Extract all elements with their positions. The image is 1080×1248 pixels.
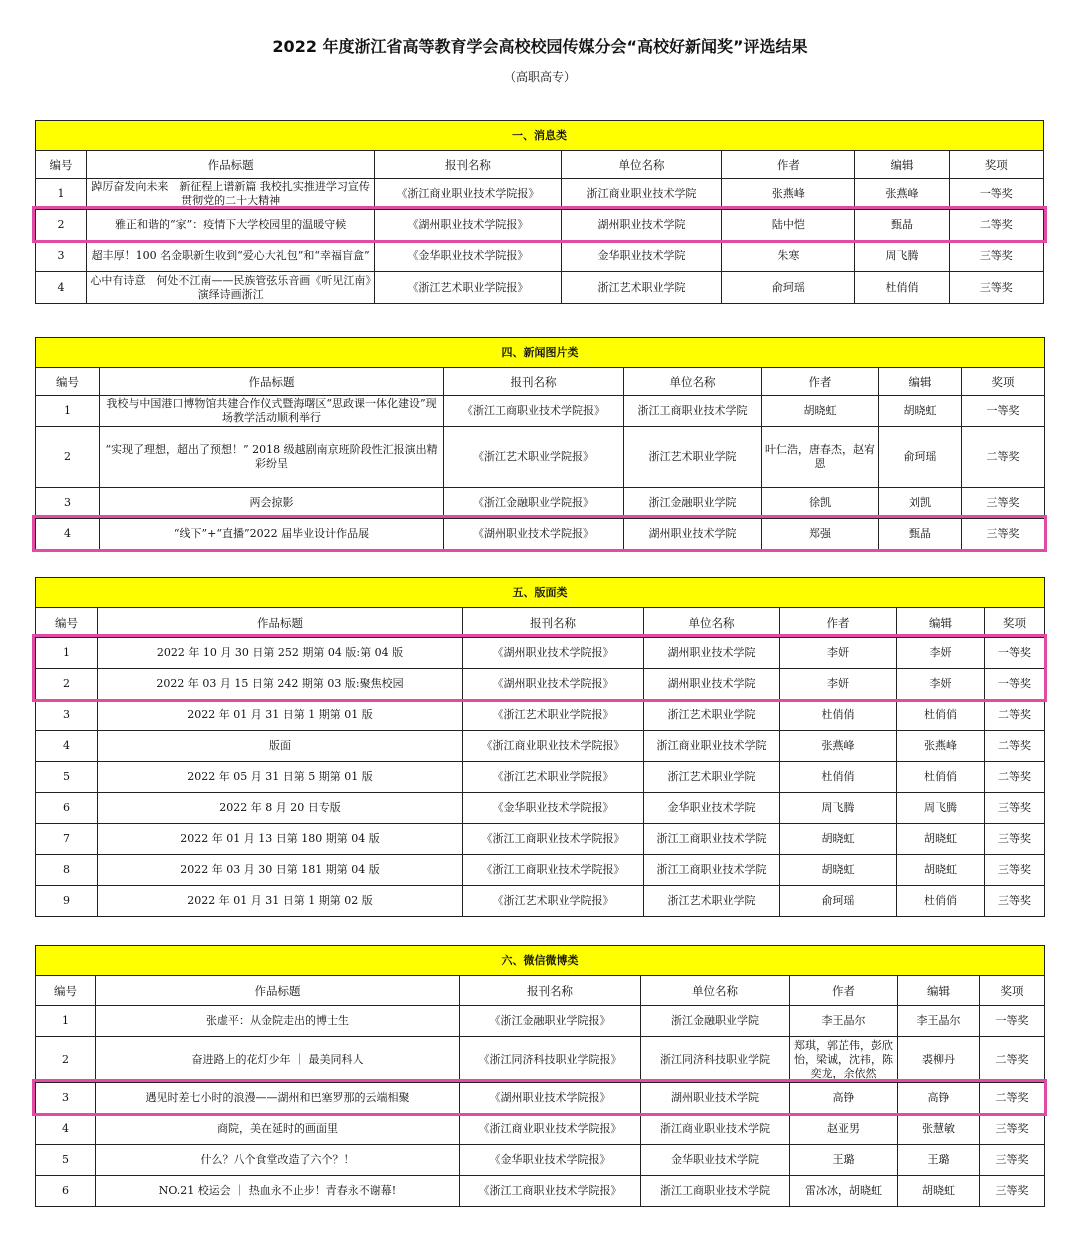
table-row xyxy=(36,731,1045,762)
cell-author: 高铮 xyxy=(790,1083,898,1114)
cell-publication: 《浙江商业职业技术学院报》 xyxy=(375,179,561,210)
cell-author: 胡晓虹 xyxy=(762,396,879,427)
column-header: 作品标题 xyxy=(96,976,460,1006)
column-header: 报刊名称 xyxy=(463,608,644,638)
cell-unit: 湖州职业技术学院 xyxy=(644,669,780,700)
cell-unit: 浙江金融职业学院 xyxy=(641,1006,790,1037)
cell-editor: 甄晶 xyxy=(855,210,949,241)
cell-editor: 李妍 xyxy=(897,638,985,669)
cell-author: 杜俏俏 xyxy=(780,762,897,793)
section-table xyxy=(35,337,1044,550)
cell-editor: 杜俏俏 xyxy=(855,272,949,304)
cell-publication: 《浙江艺术职业学院报》 xyxy=(375,272,561,304)
cell-editor: 李王晶尔 xyxy=(898,1006,980,1037)
cell-award: 三等奖 xyxy=(962,488,1045,519)
cell-publication: 《浙江工商职业技术学院报》 xyxy=(463,824,644,855)
column-header: 编号 xyxy=(36,151,87,179)
cell-award: 三等奖 xyxy=(962,519,1045,550)
cell-award: 二等奖 xyxy=(985,762,1045,793)
column-header: 编辑 xyxy=(879,368,962,396)
cell-title: 遇见时差七小时的浪漫——湖州和巴塞罗那的云端相聚 xyxy=(96,1083,460,1114)
cell-author: 陆中恺 xyxy=(722,210,855,241)
cell-editor: 俞珂瑶 xyxy=(879,427,962,488)
cell-number: 4 xyxy=(36,272,87,304)
cell-unit: 湖州职业技术学院 xyxy=(561,210,722,241)
cell-author: 周飞腾 xyxy=(780,793,897,824)
cell-editor: 杜俏俏 xyxy=(897,700,985,731)
cell-number: 1 xyxy=(36,1006,96,1037)
column-header: 编辑 xyxy=(855,151,949,179)
cell-number: 6 xyxy=(36,1176,96,1207)
cell-editor: 裘柳丹 xyxy=(898,1037,980,1083)
cell-number: 4 xyxy=(36,519,100,550)
cell-unit: 浙江工商职业技术学院 xyxy=(644,824,780,855)
column-header: 报刊名称 xyxy=(460,976,641,1006)
cell-publication: 《湖州职业技术学院报》 xyxy=(444,519,624,550)
column-header: 奖项 xyxy=(980,976,1045,1006)
cell-publication: 《浙江艺术职业学院报》 xyxy=(444,427,624,488)
cell-editor: 张慧敏 xyxy=(898,1114,980,1145)
cell-unit: 浙江工商职业技术学院 xyxy=(644,855,780,886)
cell-title: 版面 xyxy=(98,731,463,762)
cell-number: 9 xyxy=(36,886,98,917)
cell-publication: 《浙江工商职业技术学院报》 xyxy=(463,855,644,886)
column-header: 编号 xyxy=(36,976,96,1006)
cell-unit: 浙江商业职业技术学院 xyxy=(641,1114,790,1145)
table-row xyxy=(36,1037,1045,1083)
cell-unit: 湖州职业技术学院 xyxy=(624,519,762,550)
column-header: 作品标题 xyxy=(98,608,463,638)
column-header: 编号 xyxy=(36,608,98,638)
cell-number: 2 xyxy=(36,669,98,700)
cell-author: 叶仁浩，唐春杰，赵宥恩 xyxy=(762,427,879,488)
cell-award: 一等奖 xyxy=(949,179,1043,210)
cell-unit: 浙江工商职业技术学院 xyxy=(641,1176,790,1207)
cell-unit: 浙江商业职业技术学院 xyxy=(644,731,780,762)
cell-author: 徐凯 xyxy=(762,488,879,519)
cell-title: 2022 年 10 月 30 日第 252 期第 04 版:第 04 版 xyxy=(98,638,463,669)
cell-title: 2022 年 03 月 15 日第 242 期第 03 版:聚焦校园 xyxy=(98,669,463,700)
cell-award: 三等奖 xyxy=(985,886,1045,917)
cell-publication: 《浙江商业职业技术学院报》 xyxy=(463,731,644,762)
cell-title: 心中有诗意 何处不江南——民族管弦乐音画《听见江南》演绎诗画浙江 xyxy=(87,272,375,304)
award-table xyxy=(35,337,1045,550)
table-row xyxy=(36,1176,1045,1207)
cell-number: 5 xyxy=(36,762,98,793)
cell-author: 李王晶尔 xyxy=(790,1006,898,1037)
cell-award: 三等奖 xyxy=(985,855,1045,886)
cell-editor: 杜俏俏 xyxy=(897,886,985,917)
cell-unit: 金华职业技术学院 xyxy=(641,1145,790,1176)
table-row xyxy=(36,488,1045,519)
cell-unit: 湖州职业技术学院 xyxy=(641,1083,790,1114)
table-row xyxy=(36,886,1045,917)
cell-award: 一等奖 xyxy=(962,396,1045,427)
cell-award: 一等奖 xyxy=(985,638,1045,669)
cell-award: 三等奖 xyxy=(980,1114,1045,1145)
cell-publication: 《金华职业技术学院报》 xyxy=(375,241,561,272)
column-header: 报刊名称 xyxy=(375,151,561,179)
cell-number: 1 xyxy=(36,396,100,427)
cell-number: 3 xyxy=(36,700,98,731)
cell-title: 2022 年 8 月 20 日专版 xyxy=(98,793,463,824)
cell-title: 2022 年 01 月 13 日第 180 期第 04 版 xyxy=(98,824,463,855)
column-header: 单位名称 xyxy=(624,368,762,396)
cell-title: 2022 年 05 月 31 日第 5 期第 01 版 xyxy=(98,762,463,793)
cell-publication: 《浙江工商职业技术学院报》 xyxy=(444,396,624,427)
cell-author: 郑强 xyxy=(762,519,879,550)
cell-editor: 张燕峰 xyxy=(897,731,985,762)
cell-publication: 《浙江商业职业技术学院报》 xyxy=(460,1114,641,1145)
cell-title: 雅正和谐的“家”：疫情下大学校园里的温暖守候 xyxy=(87,210,375,241)
document-title: 2022 年度浙江省高等教育学会高校校园传媒分会“高校好新闻奖”评选结果 xyxy=(272,37,808,56)
cell-editor: 胡晓虹 xyxy=(897,824,985,855)
column-header: 作者 xyxy=(722,151,855,179)
cell-title: 我校与中国港口博物馆共建合作仪式暨海曙区“思政课一体化建设”现场教学活动顺利举行 xyxy=(100,396,444,427)
cell-editor: 胡晓虹 xyxy=(898,1176,980,1207)
table-row xyxy=(36,1114,1045,1145)
column-header: 单位名称 xyxy=(561,151,722,179)
cell-author: 张燕峰 xyxy=(722,179,855,210)
cell-title: NO.21 校运会 ｜ 热血永不止步！青春永不谢幕! xyxy=(96,1176,460,1207)
section-table xyxy=(35,577,1044,917)
cell-unit: 金华职业技术学院 xyxy=(561,241,722,272)
cell-author: 胡晓虹 xyxy=(780,824,897,855)
cell-title: 踔厉奋发向未来 新征程上谱新篇 我校扎实推进学习宣传贯彻党的二十大精神 xyxy=(87,179,375,210)
cell-publication: 《湖州职业技术学院报》 xyxy=(375,210,561,241)
cell-unit: 浙江艺术职业学院 xyxy=(644,700,780,731)
section-table xyxy=(35,120,1044,304)
cell-author: 王璐 xyxy=(790,1145,898,1176)
cell-author: 胡晓虹 xyxy=(780,855,897,886)
cell-number: 5 xyxy=(36,1145,96,1176)
cell-title: 张虚平：从金院走出的博士生 xyxy=(96,1006,460,1037)
column-header: 作者 xyxy=(762,368,879,396)
category-header: 一、消息类 xyxy=(36,121,1044,151)
category-header: 五、版面类 xyxy=(36,578,1045,608)
column-header: 奖项 xyxy=(962,368,1045,396)
cell-editor: 胡晓虹 xyxy=(879,396,962,427)
table-row xyxy=(36,396,1045,427)
column-header: 作者 xyxy=(780,608,897,638)
column-header: 编辑 xyxy=(897,608,985,638)
cell-editor: 王璐 xyxy=(898,1145,980,1176)
document-subtitle: （高职高专） xyxy=(503,70,576,84)
cell-publication: 《浙江艺术职业学院报》 xyxy=(463,700,644,731)
cell-title: “实现了理想，超出了预想！” 2018 级越剧南京班阶段性汇报演出精彩纷呈 xyxy=(100,427,444,488)
cell-number: 2 xyxy=(36,210,87,241)
cell-editor: 张燕峰 xyxy=(855,179,949,210)
cell-publication: 《浙江金融职业学院报》 xyxy=(460,1006,641,1037)
table-row xyxy=(36,1145,1045,1176)
cell-award: 一等奖 xyxy=(980,1006,1045,1037)
table-row xyxy=(36,638,1045,669)
table-row xyxy=(36,700,1045,731)
cell-author: 杜俏俏 xyxy=(780,700,897,731)
cell-unit: 金华职业技术学院 xyxy=(644,793,780,824)
column-header: 报刊名称 xyxy=(444,368,624,396)
column-header: 作者 xyxy=(790,976,898,1006)
cell-editor: 周飞腾 xyxy=(897,793,985,824)
cell-title: 2022 年 01 月 31 日第 1 期第 01 版 xyxy=(98,700,463,731)
table-row xyxy=(36,427,1045,488)
cell-unit: 浙江艺术职业学院 xyxy=(561,272,722,304)
cell-title: 2022 年 03 月 30 日第 181 期第 04 版 xyxy=(98,855,463,886)
cell-publication: 《浙江金融职业学院报》 xyxy=(444,488,624,519)
cell-unit: 湖州职业技术学院 xyxy=(644,638,780,669)
cell-award: 三等奖 xyxy=(949,241,1043,272)
table-row xyxy=(36,1083,1045,1114)
cell-award: 三等奖 xyxy=(985,793,1045,824)
cell-editor: 周飞腾 xyxy=(855,241,949,272)
cell-title: 什么？八个食堂改造了六个？！ xyxy=(96,1145,460,1176)
cell-number: 3 xyxy=(36,1083,96,1114)
cell-award: 二等奖 xyxy=(985,700,1045,731)
column-header: 单位名称 xyxy=(641,976,790,1006)
column-header: 编辑 xyxy=(898,976,980,1006)
table-row xyxy=(36,669,1045,700)
cell-editor: 李妍 xyxy=(897,669,985,700)
cell-author: 俞珂瑶 xyxy=(780,886,897,917)
cell-publication: 《湖州职业技术学院报》 xyxy=(463,669,644,700)
column-header: 编号 xyxy=(36,368,100,396)
cell-author: 张燕峰 xyxy=(780,731,897,762)
cell-number: 3 xyxy=(36,241,87,272)
cell-number: 6 xyxy=(36,793,98,824)
table-row xyxy=(36,855,1045,886)
cell-award: 三等奖 xyxy=(949,272,1043,304)
cell-number: 2 xyxy=(36,427,100,488)
cell-title: 2022 年 01 月 31 日第 1 期第 02 版 xyxy=(98,886,463,917)
cell-publication: 《浙江艺术职业学院报》 xyxy=(463,886,644,917)
cell-unit: 浙江金融职业学院 xyxy=(624,488,762,519)
cell-award: 二等奖 xyxy=(985,731,1045,762)
table-row xyxy=(36,824,1045,855)
column-header: 单位名称 xyxy=(644,608,780,638)
cell-number: 7 xyxy=(36,824,98,855)
cell-author: 郑琪，郭芷伟，彭欣怡，梁诚，沈祎，陈奕龙，余依然 xyxy=(790,1037,898,1083)
cell-author: 李妍 xyxy=(780,669,897,700)
cell-number: 2 xyxy=(36,1037,96,1083)
section-table xyxy=(35,945,1044,1207)
cell-publication: 《浙江工商职业技术学院报》 xyxy=(460,1176,641,1207)
cell-title: 超丰厚！100 名金职新生收到“爱心大礼包”和“幸福盲盒” xyxy=(87,241,375,272)
cell-number: 3 xyxy=(36,488,100,519)
cell-title: 商院，美在延时的画面里 xyxy=(96,1114,460,1145)
cell-award: 二等奖 xyxy=(980,1037,1045,1083)
category-header: 六、微信微博类 xyxy=(36,946,1045,976)
column-header: 奖项 xyxy=(985,608,1045,638)
cell-editor: 甄晶 xyxy=(879,519,962,550)
award-table xyxy=(35,120,1044,304)
table-row xyxy=(36,793,1045,824)
cell-award: 三等奖 xyxy=(980,1176,1045,1207)
cell-award: 三等奖 xyxy=(980,1145,1045,1176)
cell-editor: 刘凯 xyxy=(879,488,962,519)
cell-unit: 浙江商业职业技术学院 xyxy=(561,179,722,210)
cell-number: 1 xyxy=(36,638,98,669)
cell-editor: 高铮 xyxy=(898,1083,980,1114)
cell-award: 二等奖 xyxy=(980,1083,1045,1114)
cell-publication: 《湖州职业技术学院报》 xyxy=(460,1083,641,1114)
table-row xyxy=(36,1006,1045,1037)
cell-publication: 《浙江艺术职业学院报》 xyxy=(463,762,644,793)
table-row xyxy=(36,241,1044,272)
cell-publication: 《金华职业技术学院报》 xyxy=(463,793,644,824)
cell-award: 二等奖 xyxy=(949,210,1043,241)
cell-number: 8 xyxy=(36,855,98,886)
cell-unit: 浙江艺术职业学院 xyxy=(644,762,780,793)
cell-award: 一等奖 xyxy=(985,669,1045,700)
cell-author: 雷冰冰，胡晓虹 xyxy=(790,1176,898,1207)
cell-title: 奋进路上的花灯少年 ｜ 最美同科人 xyxy=(96,1037,460,1083)
cell-title: “线下”+“直播”2022 届毕业设计作品展 xyxy=(100,519,444,550)
cell-author: 朱寒 xyxy=(722,241,855,272)
column-header: 作品标题 xyxy=(100,368,444,396)
table-row xyxy=(36,210,1044,241)
cell-publication: 《浙江同济科技职业学院报》 xyxy=(460,1037,641,1083)
cell-publication: 《金华职业技术学院报》 xyxy=(460,1145,641,1176)
cell-unit: 浙江同济科技职业学院 xyxy=(641,1037,790,1083)
column-header: 作品标题 xyxy=(87,151,375,179)
table-row xyxy=(36,762,1045,793)
cell-number: 4 xyxy=(36,1114,96,1145)
cell-unit: 浙江工商职业技术学院 xyxy=(624,396,762,427)
award-table xyxy=(35,577,1045,917)
cell-author: 俞珂瑶 xyxy=(722,272,855,304)
table-row xyxy=(36,179,1044,210)
cell-unit: 浙江艺术职业学院 xyxy=(644,886,780,917)
cell-award: 三等奖 xyxy=(985,824,1045,855)
cell-editor: 杜俏俏 xyxy=(897,762,985,793)
cell-title: 两会掠影 xyxy=(100,488,444,519)
cell-author: 李妍 xyxy=(780,638,897,669)
cell-award: 二等奖 xyxy=(962,427,1045,488)
cell-unit: 浙江艺术职业学院 xyxy=(624,427,762,488)
table-row xyxy=(36,519,1045,550)
cell-editor: 胡晓虹 xyxy=(897,855,985,886)
category-header: 四、新闻图片类 xyxy=(36,338,1045,368)
cell-publication: 《湖州职业技术学院报》 xyxy=(463,638,644,669)
cell-number: 4 xyxy=(36,731,98,762)
table-row xyxy=(36,272,1044,304)
cell-number: 1 xyxy=(36,179,87,210)
cell-author: 赵亚男 xyxy=(790,1114,898,1145)
award-table xyxy=(35,945,1045,1207)
column-header: 奖项 xyxy=(949,151,1043,179)
